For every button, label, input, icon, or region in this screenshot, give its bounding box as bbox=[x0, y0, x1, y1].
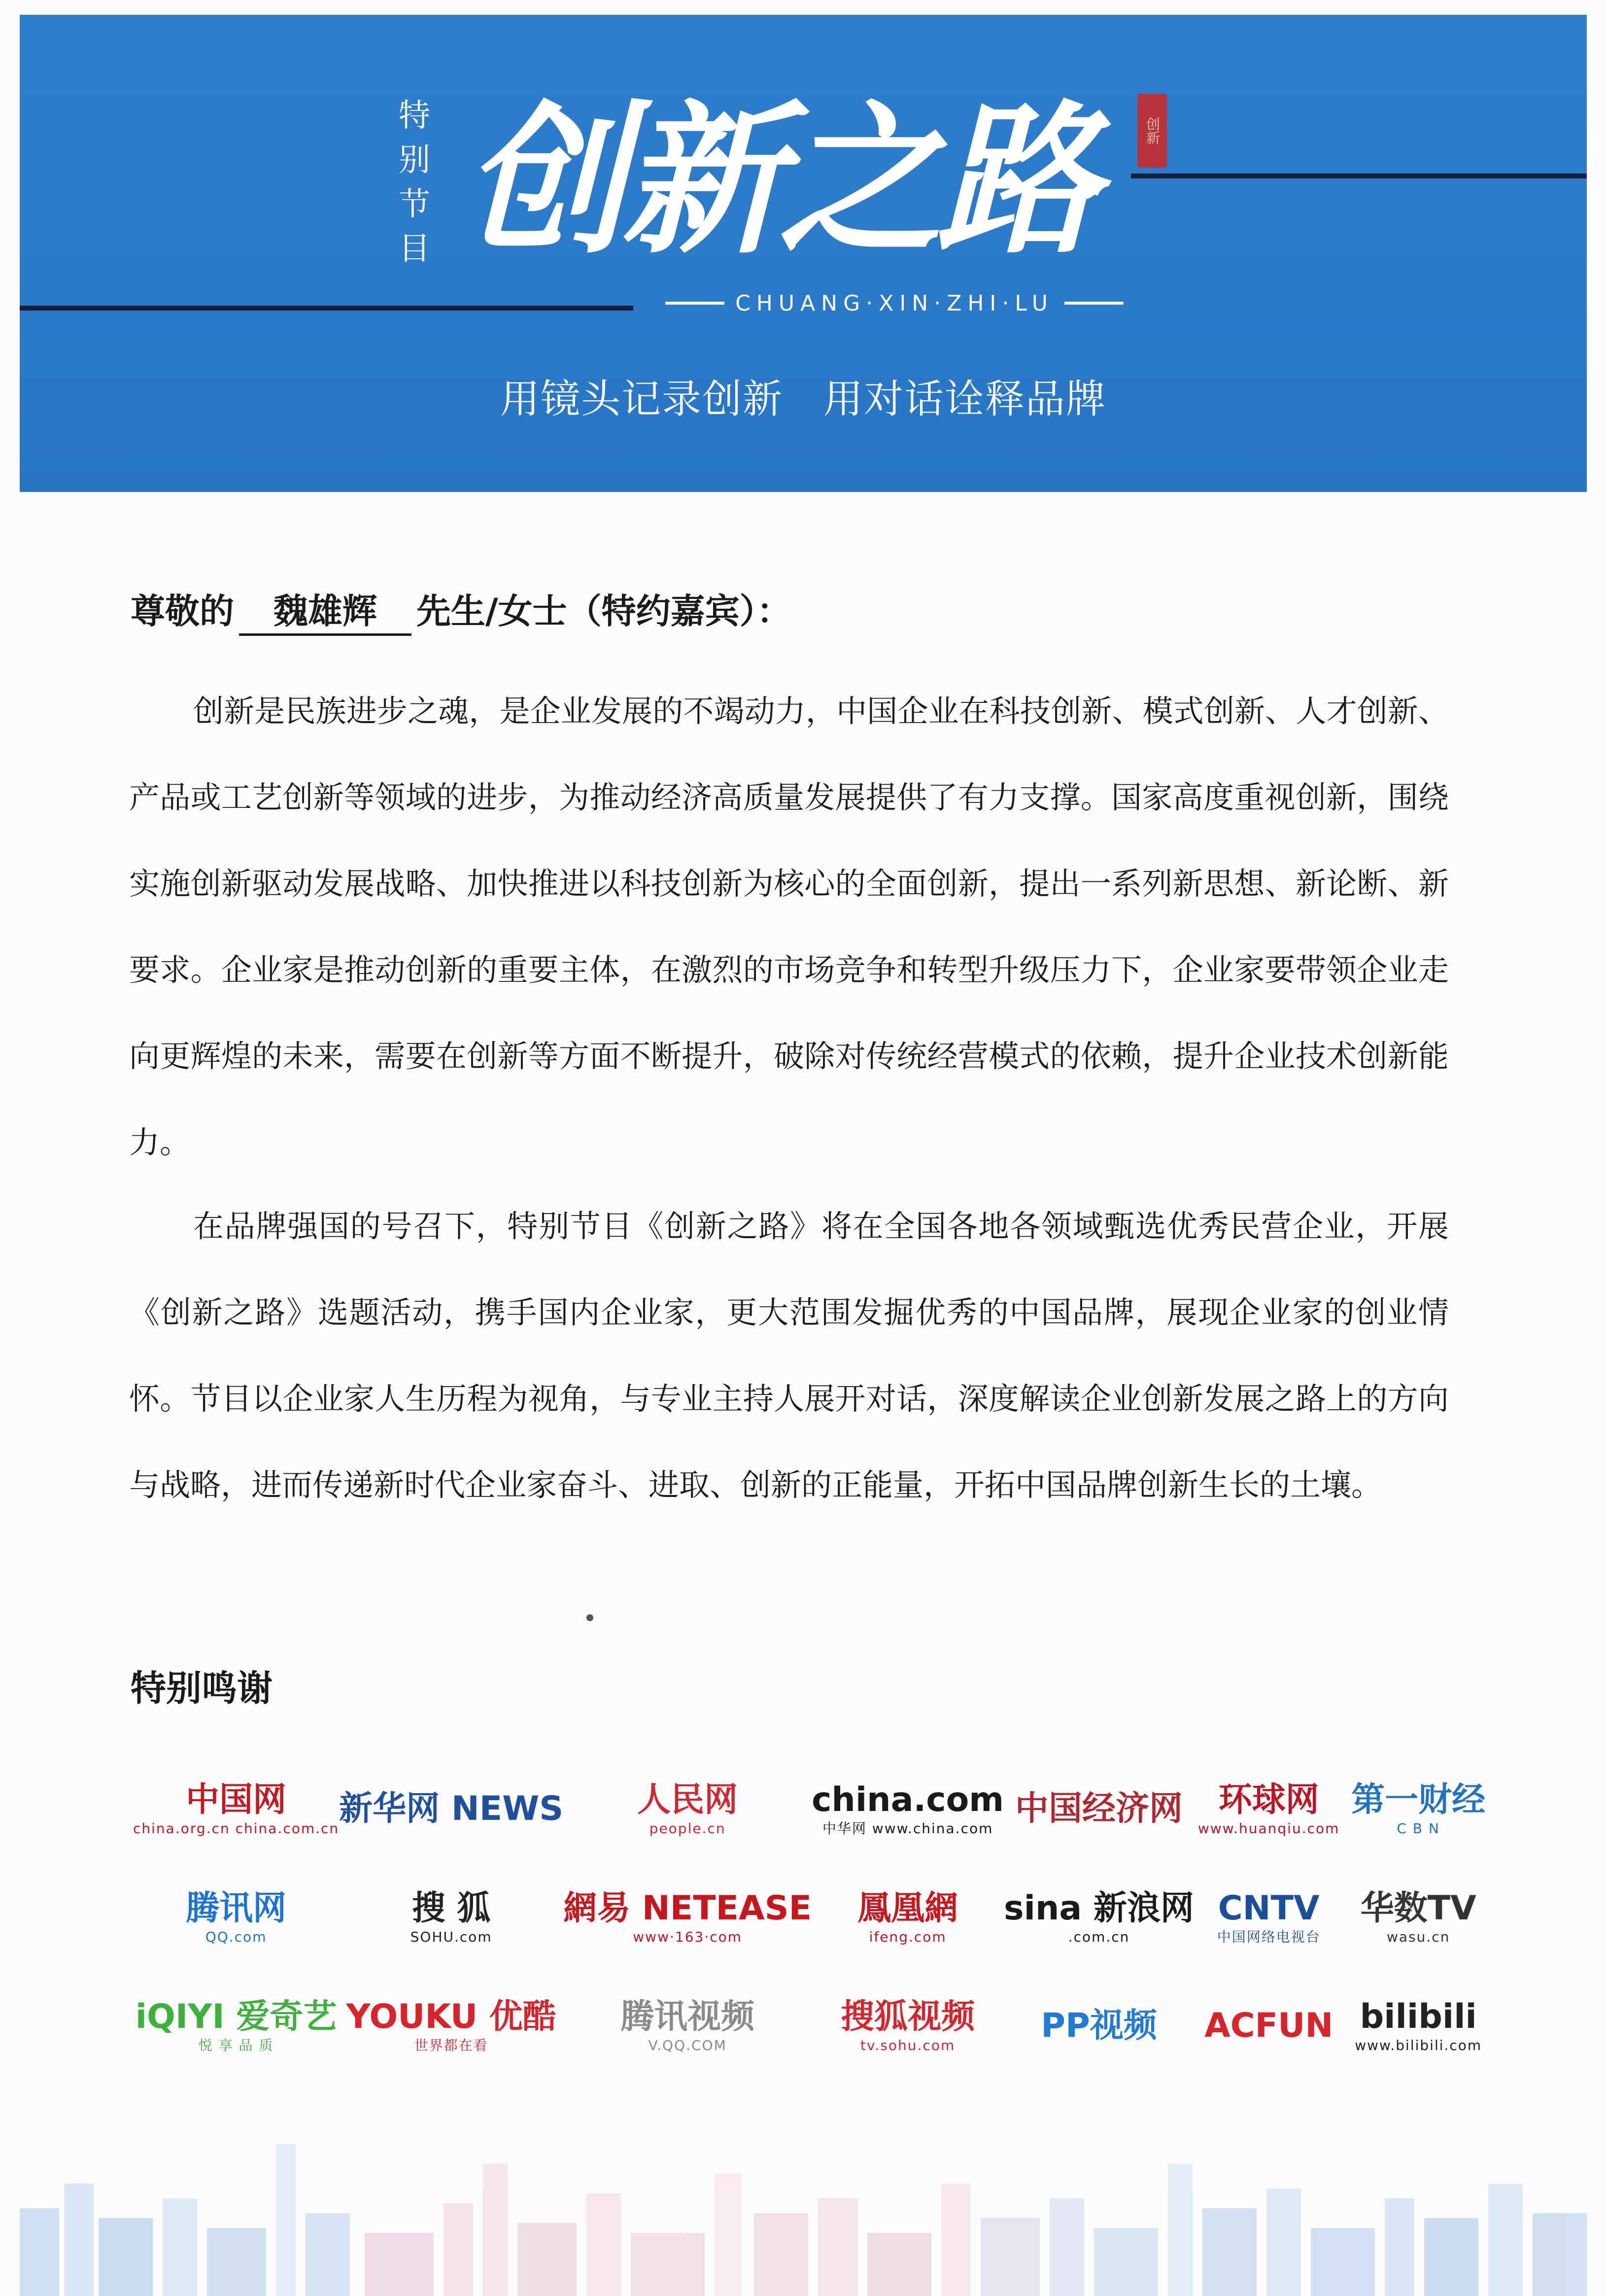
pinyin-row bbox=[665, 281, 1124, 325]
sponsor-logo-name: 腾讯视频 bbox=[620, 1997, 755, 2036]
pinyin-dash-left bbox=[665, 302, 724, 305]
special-thanks-title: 特别鸣谢 bbox=[131, 1667, 273, 1709]
sponsor-logo-subtext: 悦 享 品 质 bbox=[198, 2037, 274, 2053]
body-paragraph-2: 在品牌强国的号召下，特别节目《创新之路》将在全国各地各领域甄选优秀民营企业，开展《创新之路》选题活动，携手国内企业家，更大范围发掘优秀的中国品牌，展现企业家的创业情怀。节目以企业家人生历程为视角，与专业主持人展开对话，深度解读企业创新发展之路上的方向与战略，进而传递新时代企业家奋斗、进取、创新的正能量，开拓中国品牌创新生长的土壤。 bbox=[129, 1208, 1449, 1503]
guest-name: 魏雄辉 bbox=[239, 589, 411, 636]
sponsor-logo-name: 人民网 bbox=[637, 1780, 738, 1819]
sponsor-logo-name: ACFUN bbox=[1204, 2006, 1333, 2046]
sponsor-logo-name: 鳳凰網 bbox=[857, 1888, 958, 1928]
sponsor-logo bbox=[1004, 1755, 1194, 1863]
sponsor-logo-name: CNTV bbox=[1218, 1888, 1320, 1928]
special-program-label: 特 别 节 目 bbox=[399, 98, 430, 267]
sponsor-logo-name: iQIYI 爱奇艺 bbox=[135, 1997, 337, 2036]
sponsor-logo-name: 搜 狐 bbox=[411, 1888, 491, 1928]
sponsor-logo bbox=[563, 1863, 812, 1972]
sponsor-logo bbox=[1194, 1863, 1344, 1972]
sponsor-logo-subtext: ifeng.com bbox=[869, 1929, 947, 1945]
sponsor-logo bbox=[339, 1755, 563, 1863]
sponsor-logo-name: 华数TV bbox=[1360, 1888, 1476, 1928]
pinyin-dash-right bbox=[1064, 302, 1124, 305]
program-slogan: 用镜头记录创新 用对话诠释品牌 bbox=[500, 376, 1106, 422]
sponsor-logo-name: YOUKU 优酷 bbox=[346, 1997, 556, 2036]
sponsor-logo bbox=[339, 1972, 563, 2080]
sponsor-logo-subtext: wasu.cn bbox=[1387, 1929, 1450, 1945]
sponsor-logo bbox=[133, 1863, 339, 1972]
greeting-line bbox=[131, 587, 1510, 636]
sponsor-logo-subtext: SOHU.com bbox=[410, 1929, 492, 1945]
sponsor-logo-subtext: V.QQ.COM bbox=[648, 2037, 727, 2053]
sponsor-logo bbox=[1004, 1972, 1194, 2080]
sponsor-logo bbox=[133, 1755, 339, 1863]
program-title: 创新之路 bbox=[463, 84, 1094, 276]
sponsor-logo-subtext: people.cn bbox=[649, 1820, 726, 1837]
sponsor-logo-subtext: 世界都在看 bbox=[414, 2037, 488, 2053]
sponsor-logo-subtext: www.huanqiu.com bbox=[1197, 1820, 1340, 1837]
sponsor-logo bbox=[1343, 1863, 1493, 1972]
banner-rule-left bbox=[20, 306, 633, 311]
sponsor-logo-subtext: www.bilibili.com bbox=[1355, 2037, 1482, 2053]
sponsor-logo bbox=[133, 1972, 339, 2080]
sponsor-logo bbox=[812, 1863, 1004, 1972]
city-skyline-decoration bbox=[0, 2085, 1606, 2296]
body-paragraph-1: 创新是民族进步之魂，是企业发展的不竭动力，中国企业在科技创新、模式创新、人才创新、产品或工艺创新等领域的进步，为推动经济高质量发展提供了有力支撑。国家高度重视创新，围绕实施创新驱动发展战略、加快推进以科技创新为核心的全面创新，提出一系列新思想、新论断、新要求。企业家是推动创新的重要主体，在激烈的市场竞争和转型升级压力下，企业家要带领企业走向更辉煌的未来，需要在创新等方面不断提升，破除对传统经营模式的依赖，提升企业技术创新能力。 bbox=[129, 693, 1449, 1160]
greeting-suffix: 先生/女士（特约嘉宾）： bbox=[416, 591, 791, 631]
sponsor-logo-subtext: 中华网 www.china.com bbox=[822, 1820, 993, 1837]
sponsor-logo-name: PP视频 bbox=[1041, 2006, 1157, 2046]
sponsor-logo-subtext: C B N bbox=[1397, 1820, 1440, 1837]
sponsor-logo-name: china.com bbox=[812, 1780, 1004, 1819]
sponsor-logo-name: bilibili bbox=[1360, 1997, 1477, 2036]
sponsor-logo bbox=[563, 1972, 812, 2080]
sponsor-logo-name: 第一财经 bbox=[1351, 1780, 1486, 1819]
sponsor-logo bbox=[1343, 1972, 1493, 2080]
banner-rule-right bbox=[1131, 174, 1587, 178]
sponsor-logo bbox=[812, 1755, 1004, 1863]
sponsor-logo-subtext: .com.cn bbox=[1068, 1929, 1130, 1945]
sponsor-logo-name: 新华网 NEWS bbox=[339, 1789, 564, 1829]
seal-stamp: 创新 bbox=[1137, 94, 1167, 168]
sponsor-logo bbox=[812, 1972, 1004, 2080]
sponsor-logo-name: 搜狐视频 bbox=[841, 1997, 975, 2036]
sponsor-logo bbox=[1194, 1755, 1344, 1863]
sponsor-logo bbox=[1343, 1755, 1493, 1863]
sponsor-logo-subtext: QQ.com bbox=[205, 1929, 267, 1945]
sponsor-logo-name: 中国网 bbox=[186, 1780, 287, 1819]
sponsor-logo-name: 中国经济网 bbox=[1015, 1789, 1183, 1829]
sponsor-logo bbox=[339, 1863, 563, 1972]
sponsor-logo bbox=[1004, 1863, 1194, 1972]
sponsor-logo bbox=[563, 1755, 812, 1863]
sponsor-logo-subtext: 中国网络电视台 bbox=[1217, 1929, 1321, 1945]
sponsor-logo-name: 腾讯网 bbox=[186, 1888, 287, 1928]
sponsor-logo-subtext: china.org.cn china.com.cn bbox=[133, 1820, 340, 1837]
sponsor-logo-subtext: tv.sohu.com bbox=[860, 2037, 956, 2053]
paper-speck bbox=[586, 1614, 593, 1621]
greeting-prefix: 尊敬的 bbox=[131, 591, 234, 631]
sponsor-logo-name: 網易 NETEASE bbox=[563, 1888, 812, 1928]
sponsor-logo-subtext: www·163·com bbox=[633, 1929, 743, 1945]
sponsor-logo-name: sina 新浪网 bbox=[1004, 1888, 1194, 1928]
program-pinyin: CHUANG·XIN·ZHI·LU bbox=[735, 290, 1054, 316]
sponsor-logo-name: 环球网 bbox=[1218, 1780, 1319, 1819]
header-banner bbox=[20, 15, 1587, 492]
sponsor-logo-grid bbox=[133, 1755, 1493, 2100]
sponsor-logo bbox=[1194, 1972, 1344, 2080]
